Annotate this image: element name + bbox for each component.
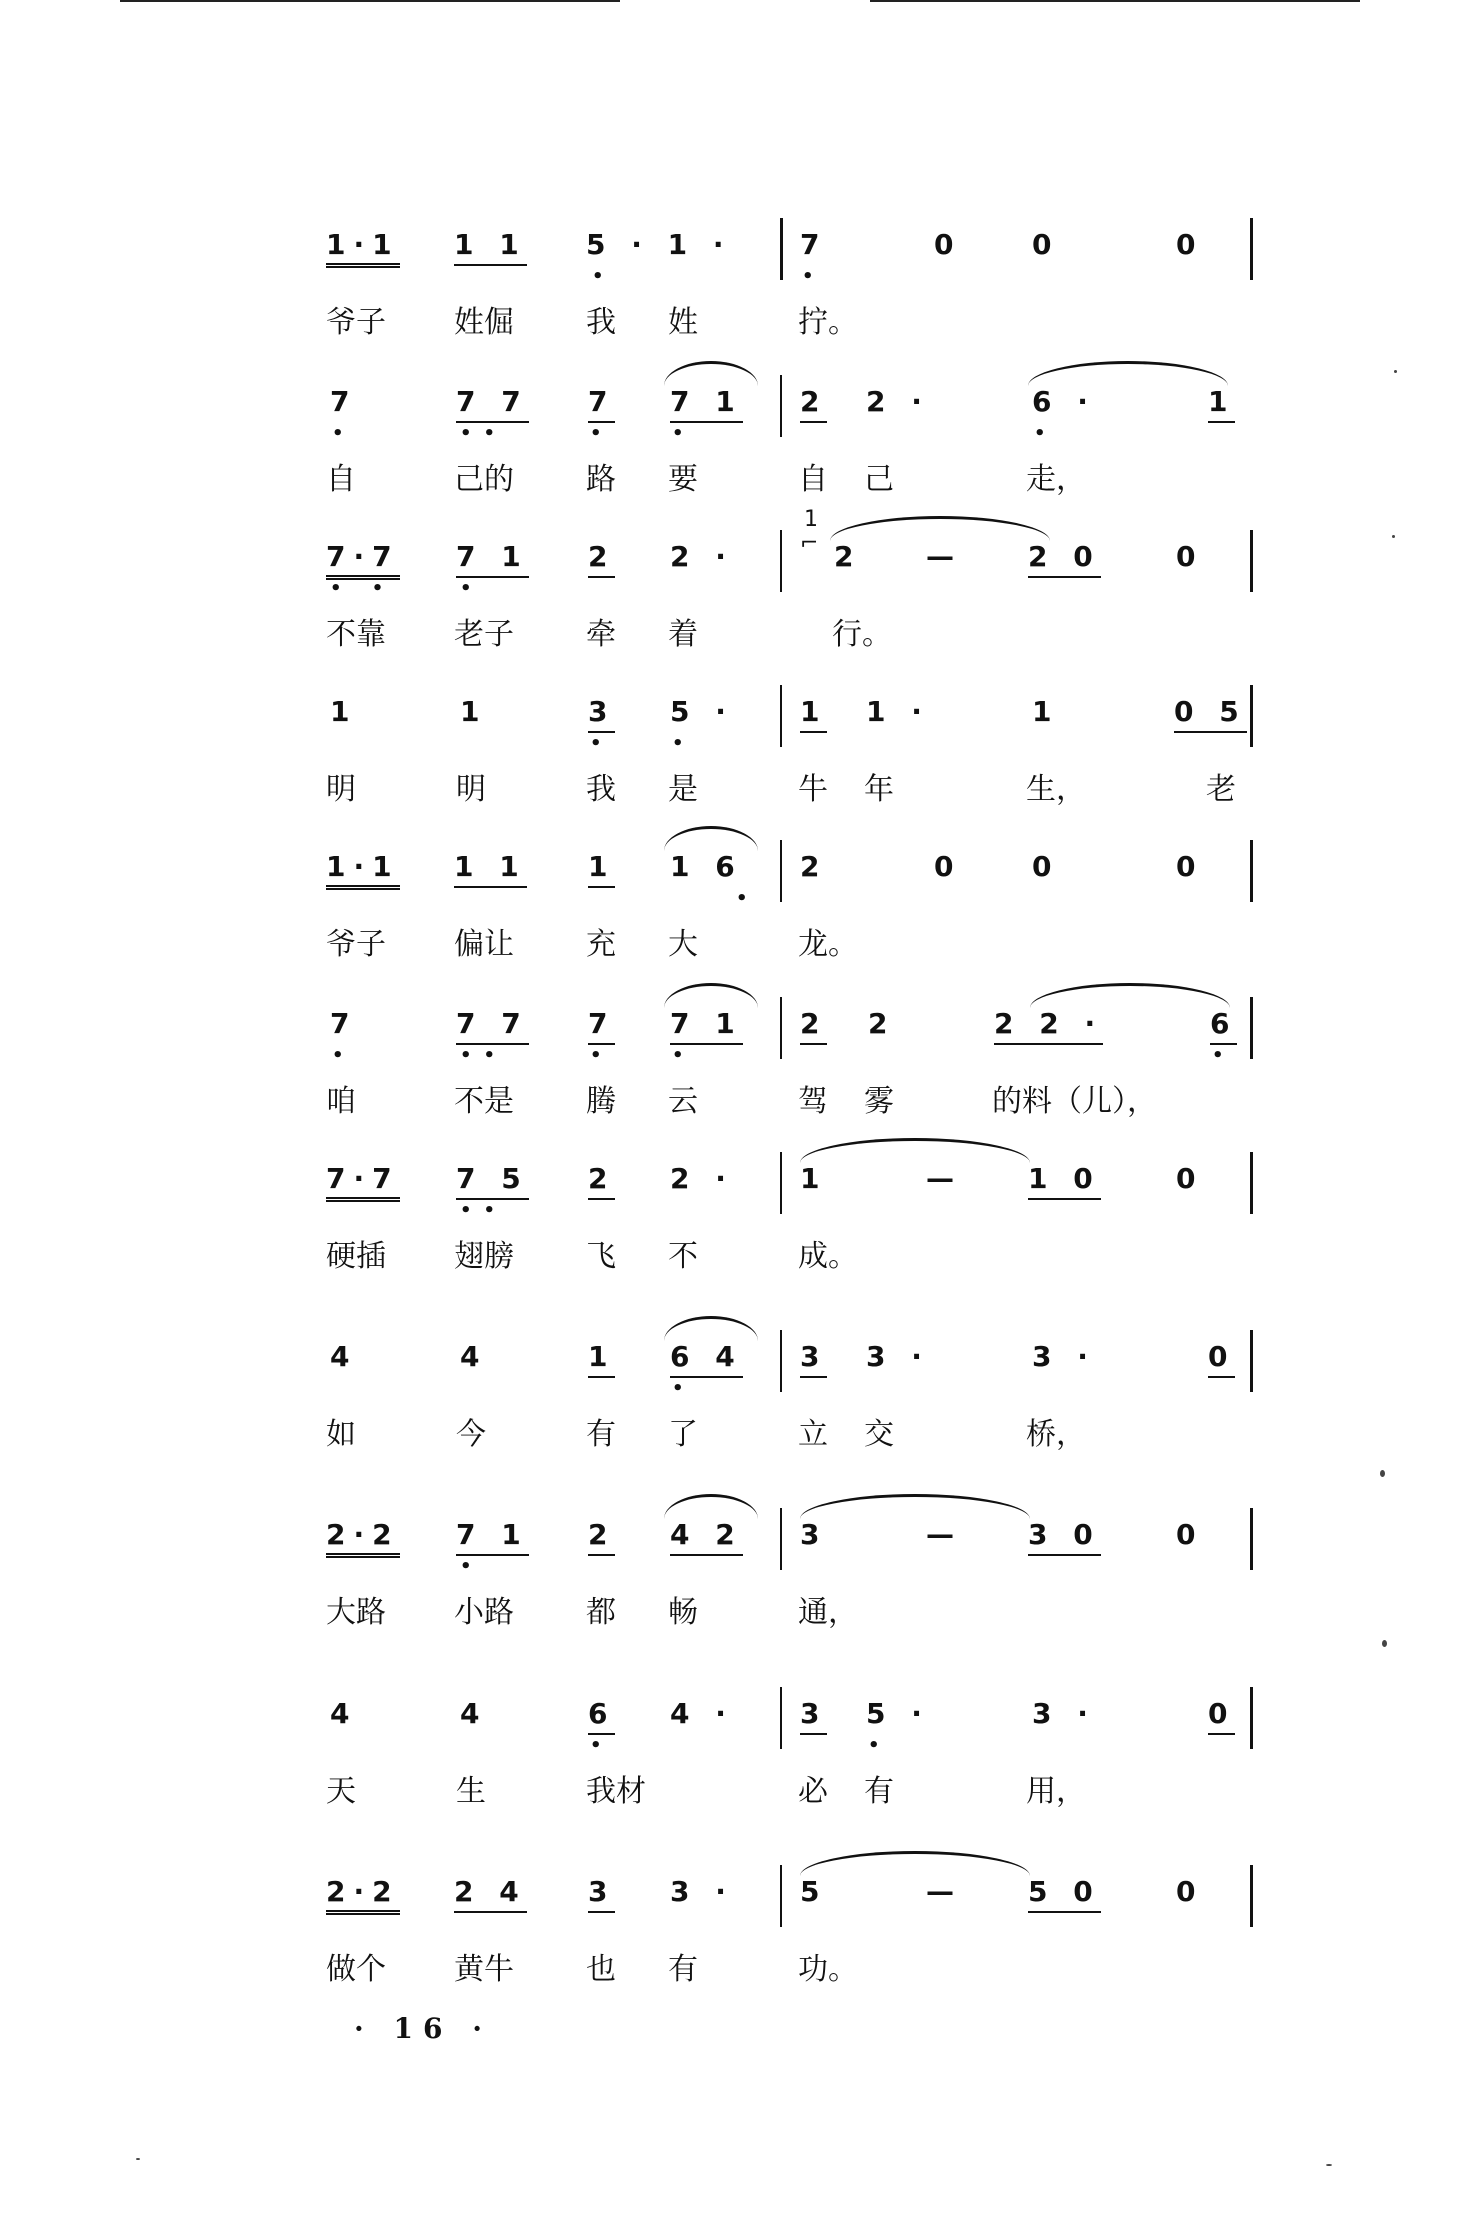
note-group: 2 bbox=[834, 540, 862, 573]
note-group: 2 bbox=[800, 1007, 827, 1045]
note-group: 1 bbox=[800, 695, 827, 733]
barline bbox=[780, 1865, 782, 1927]
octave-dot: • bbox=[868, 1735, 892, 1756]
system-9 bbox=[0, 1518, 1474, 1668]
barline bbox=[1250, 997, 1253, 1059]
note-group: 7·7 bbox=[326, 540, 400, 580]
octave-dot: • bbox=[590, 1045, 614, 1066]
note-group: 3 0 bbox=[1028, 1518, 1101, 1556]
lyric: 畅 bbox=[668, 1595, 698, 1630]
barline bbox=[780, 1330, 782, 1392]
lyric: 今 bbox=[456, 1417, 486, 1452]
octave-dot: • bbox=[736, 888, 760, 909]
lyric: 龙。 bbox=[798, 927, 858, 962]
system-8 bbox=[0, 1340, 1474, 1490]
note-group: 3 · bbox=[1032, 1340, 1096, 1373]
lyric: 要 bbox=[668, 462, 698, 497]
lyric: 硬插 bbox=[326, 1239, 386, 1274]
system-7 bbox=[0, 1162, 1474, 1312]
barline bbox=[780, 1687, 782, 1749]
octave-dot: • bbox=[672, 733, 696, 754]
system-11 bbox=[0, 1875, 1474, 2025]
octave-dot: • bbox=[590, 1735, 614, 1756]
lyric: 是 bbox=[668, 772, 698, 807]
note-group: 7 7 bbox=[456, 385, 529, 423]
note-group: 1 bbox=[588, 850, 615, 888]
note-group: 7 7 bbox=[456, 1007, 529, 1045]
octave-dot: • bbox=[1212, 1045, 1236, 1066]
lyric: 生 bbox=[456, 1774, 486, 1809]
note-group: 0 bbox=[1176, 228, 1204, 261]
barline bbox=[780, 997, 782, 1059]
note-group: 5 bbox=[800, 1875, 828, 1908]
note-group: 6 bbox=[588, 1697, 615, 1735]
slur bbox=[664, 1316, 758, 1341]
note-group: 3 bbox=[800, 1697, 827, 1735]
octave-dot: •• bbox=[460, 1045, 508, 1066]
lyric: 大 bbox=[668, 927, 698, 962]
lyric: 必 bbox=[798, 1774, 828, 1809]
note-group: 1 bbox=[330, 695, 358, 728]
lyric: 交 bbox=[864, 1417, 894, 1452]
octave-dot: •• bbox=[460, 423, 508, 444]
note-group: 1 · bbox=[866, 695, 930, 728]
system-3 bbox=[0, 507, 1474, 690]
note-group: 0 5 bbox=[1174, 695, 1247, 733]
octave-dot: • bbox=[590, 733, 614, 754]
note-group: 4 bbox=[460, 1697, 488, 1730]
note-group: 0 bbox=[1176, 540, 1204, 573]
scan-speck bbox=[1326, 2164, 1332, 2166]
lyric: 飞 bbox=[586, 1239, 616, 1274]
system-6 bbox=[0, 1007, 1474, 1157]
octave-dot: • bbox=[672, 1045, 696, 1066]
note-group: 3 bbox=[588, 695, 615, 733]
lyric: 爷子 bbox=[326, 305, 386, 340]
lyric: 用， bbox=[1026, 1774, 1086, 1809]
note-group: 1 bbox=[800, 1162, 828, 1195]
note-group: — bbox=[926, 540, 962, 573]
lyric: 老子 bbox=[454, 617, 514, 652]
slur bbox=[664, 1494, 758, 1519]
barline bbox=[780, 530, 782, 592]
note-group: 3 bbox=[800, 1518, 828, 1551]
note-group: 0 bbox=[1176, 1518, 1204, 1551]
barline bbox=[780, 1152, 782, 1214]
barline bbox=[1250, 218, 1253, 280]
system-2 bbox=[0, 385, 1474, 535]
note-group: — bbox=[926, 1162, 962, 1195]
lyric: 的料（儿）， bbox=[992, 1084, 1157, 1119]
volta-number: 1 bbox=[804, 507, 818, 532]
note-group: 5 0 bbox=[1028, 1875, 1101, 1913]
lyric: 云 bbox=[668, 1084, 698, 1119]
note-group: 1 1 bbox=[454, 850, 527, 888]
barline bbox=[780, 685, 782, 747]
note-group: 7 1 bbox=[456, 1518, 529, 1556]
note-group: 2 4 bbox=[454, 1875, 527, 1913]
lyric: 偏让 bbox=[454, 927, 514, 962]
note-group: 7 bbox=[588, 385, 615, 423]
note-group: 1 bbox=[460, 695, 488, 728]
note-group: 1 bbox=[1032, 695, 1060, 728]
note-group: 0 bbox=[934, 850, 962, 883]
note-group: 1 6 bbox=[670, 850, 743, 883]
note-group: 4 bbox=[460, 1340, 488, 1373]
note-group: 1 1 bbox=[454, 228, 527, 266]
barline bbox=[1250, 1152, 1253, 1214]
note-group: 2 · bbox=[866, 385, 930, 418]
lyric: 咱 bbox=[326, 1084, 356, 1119]
octave-dot: • bbox=[802, 266, 826, 287]
note-group: 1 0 bbox=[1028, 1162, 1101, 1200]
lyric: 有 bbox=[864, 1774, 894, 1809]
lyric: 黄牛 bbox=[454, 1952, 514, 1987]
octave-dot: • bbox=[1034, 423, 1058, 444]
octave-dot: • bbox=[672, 423, 696, 444]
lyric: 走， bbox=[1026, 462, 1086, 497]
lyric: 不是 bbox=[454, 1084, 514, 1119]
lyric: 都 bbox=[586, 1595, 616, 1630]
barline bbox=[780, 1508, 782, 1570]
lyric: 通， bbox=[798, 1595, 858, 1630]
note-group: 7 bbox=[330, 385, 358, 418]
lyric: 立 bbox=[798, 1417, 828, 1452]
lyric: 己 bbox=[864, 462, 894, 497]
lyric: 明 bbox=[326, 772, 356, 807]
lyric: 我 bbox=[586, 772, 616, 807]
note-group: — bbox=[926, 1875, 962, 1908]
scan-speck bbox=[1392, 535, 1395, 538]
note-group: 1 bbox=[588, 1340, 615, 1378]
lyric: 年 bbox=[864, 772, 894, 807]
lyric: 成。 bbox=[798, 1239, 858, 1274]
lyric: 不靠 bbox=[326, 617, 386, 652]
lyric: 了 bbox=[668, 1417, 698, 1452]
note-group: 2 bbox=[588, 1518, 615, 1556]
note-group: 2 bbox=[800, 385, 827, 423]
note-group: 7 1 bbox=[456, 540, 529, 578]
note-group: 7 5 bbox=[456, 1162, 529, 1200]
lyric: 自 bbox=[326, 462, 356, 497]
note-group: 2 2 · bbox=[994, 1007, 1103, 1045]
lyric: 小路 bbox=[454, 1595, 514, 1630]
lyric: 明 bbox=[456, 772, 486, 807]
note-group: 7 1 bbox=[670, 1007, 743, 1045]
lyric: 姓 bbox=[668, 305, 698, 340]
note-group: 6 bbox=[1210, 1007, 1237, 1045]
octave-dot: • bbox=[460, 1556, 484, 1577]
note-group: 3 bbox=[800, 1340, 827, 1378]
barline bbox=[1250, 1687, 1253, 1749]
lyric: 我 bbox=[586, 305, 616, 340]
note-group: 3 · bbox=[670, 1875, 734, 1908]
lyric: 牛 bbox=[798, 772, 828, 807]
lyric: 有 bbox=[586, 1417, 616, 1452]
note-group: 4 bbox=[330, 1697, 358, 1730]
note-group: 4 bbox=[330, 1340, 358, 1373]
barline bbox=[1250, 685, 1253, 747]
note-group: 7 bbox=[588, 1007, 615, 1045]
lyric: 生， bbox=[1026, 772, 1086, 807]
lyric: 如 bbox=[326, 1417, 356, 1452]
lyric: 驾 bbox=[798, 1084, 828, 1119]
note-group: 7 bbox=[330, 1007, 358, 1040]
octave-dot: • bbox=[332, 1045, 356, 1066]
lyric: 自 bbox=[798, 462, 828, 497]
slur bbox=[800, 1851, 1030, 1876]
note-group: 2 bbox=[868, 1007, 896, 1040]
lyric: 雾 bbox=[864, 1084, 894, 1119]
lyric: 我材 bbox=[586, 1774, 646, 1809]
note-group: 5 · bbox=[866, 1697, 930, 1730]
system-10 bbox=[0, 1697, 1474, 1847]
scan-speck bbox=[1380, 1470, 1385, 1477]
lyric: 行。 bbox=[832, 617, 892, 652]
note-group: 0 bbox=[1176, 1875, 1204, 1908]
note-group: 1·1 bbox=[326, 228, 400, 268]
octave-dot: •• bbox=[460, 1200, 508, 1221]
lyric: 着 bbox=[668, 617, 698, 652]
note-group: 3 · bbox=[866, 1340, 930, 1373]
lyric: 爷子 bbox=[326, 927, 386, 962]
note-group: 0 bbox=[1176, 1162, 1204, 1195]
lyric: 大路 bbox=[326, 1595, 386, 1630]
lyric: 桥， bbox=[1026, 1417, 1086, 1452]
note-group: 6 · bbox=[1032, 385, 1096, 418]
note-group: 2 · bbox=[670, 540, 734, 573]
scan-speck bbox=[1394, 370, 1397, 373]
note-group: 0 bbox=[1032, 850, 1060, 883]
lyric: 也 bbox=[586, 1952, 616, 1987]
lyric: 做个 bbox=[326, 1952, 386, 1987]
note-group: 2 0 bbox=[1028, 540, 1101, 578]
note-group: — bbox=[926, 1518, 962, 1551]
lyric: 充 bbox=[586, 927, 616, 962]
system-5 bbox=[0, 850, 1474, 1000]
note-group: 0 bbox=[1208, 1697, 1235, 1735]
slur bbox=[800, 1494, 1030, 1519]
octave-dot: • bbox=[590, 423, 614, 444]
octave-dot: • bbox=[460, 578, 484, 599]
note-group: 7 1 bbox=[670, 385, 743, 423]
lyric: 姓倔 bbox=[454, 305, 514, 340]
note-group: 2·2 bbox=[326, 1518, 400, 1558]
note-group: 2 bbox=[588, 1162, 615, 1200]
lyric: 天 bbox=[326, 1774, 356, 1809]
lyric: 老 bbox=[1206, 772, 1236, 807]
note-group: 0 bbox=[1032, 228, 1060, 261]
scan-speck bbox=[1382, 1640, 1387, 1647]
lyric: 功。 bbox=[798, 1952, 858, 1987]
note-group: 0 bbox=[1208, 1340, 1235, 1378]
lyric: 牵 bbox=[586, 617, 616, 652]
note-group: 0 bbox=[934, 228, 962, 261]
note-group: 2 · bbox=[670, 1162, 734, 1195]
note-group: 3 · bbox=[1032, 1697, 1096, 1730]
octave-dot: • bbox=[332, 423, 356, 444]
barline bbox=[780, 375, 782, 437]
note-group: 4 2 bbox=[670, 1518, 743, 1556]
lyric: 有 bbox=[668, 1952, 698, 1987]
note-group: 1·1 bbox=[326, 850, 400, 890]
barline bbox=[1250, 530, 1253, 592]
volta-bracket: ⌐ bbox=[800, 531, 819, 556]
system-4 bbox=[0, 695, 1474, 845]
lyric: 不 bbox=[668, 1239, 698, 1274]
barline bbox=[780, 218, 783, 280]
note-group: 1 bbox=[1208, 385, 1235, 423]
note-group: 4 · bbox=[670, 1697, 734, 1730]
system-1 bbox=[0, 228, 1474, 378]
barline bbox=[1250, 1865, 1253, 1927]
lyric: 翅膀 bbox=[454, 1239, 514, 1274]
note-group: 3 bbox=[588, 1875, 615, 1913]
note-group: 2·2 bbox=[326, 1875, 400, 1915]
lyric: 腾 bbox=[586, 1084, 616, 1119]
note-group: 5 · bbox=[670, 695, 734, 728]
octave-dot: • bbox=[592, 266, 616, 287]
octave-dot: • bbox=[672, 1378, 696, 1399]
note-group: 2 bbox=[800, 850, 828, 883]
page-number: · 16 · bbox=[354, 2012, 492, 2045]
lyric: 拧。 bbox=[798, 305, 858, 340]
lyric: 路 bbox=[586, 462, 616, 497]
barline bbox=[780, 840, 782, 902]
octave-dot: • • bbox=[330, 578, 396, 599]
lyric: 己的 bbox=[454, 462, 514, 497]
scan-speck bbox=[136, 2158, 140, 2160]
note-group: 7·7 bbox=[326, 1162, 400, 1202]
note-group: 0 bbox=[1176, 850, 1204, 883]
note-group: 6 4 bbox=[670, 1340, 743, 1378]
note-group: 2 bbox=[588, 540, 615, 578]
barline bbox=[1250, 840, 1253, 902]
note-group: 5 · 1 · bbox=[586, 228, 732, 261]
barline bbox=[1250, 1508, 1253, 1570]
barline bbox=[1250, 1330, 1253, 1392]
note-group: 7 bbox=[800, 228, 828, 261]
